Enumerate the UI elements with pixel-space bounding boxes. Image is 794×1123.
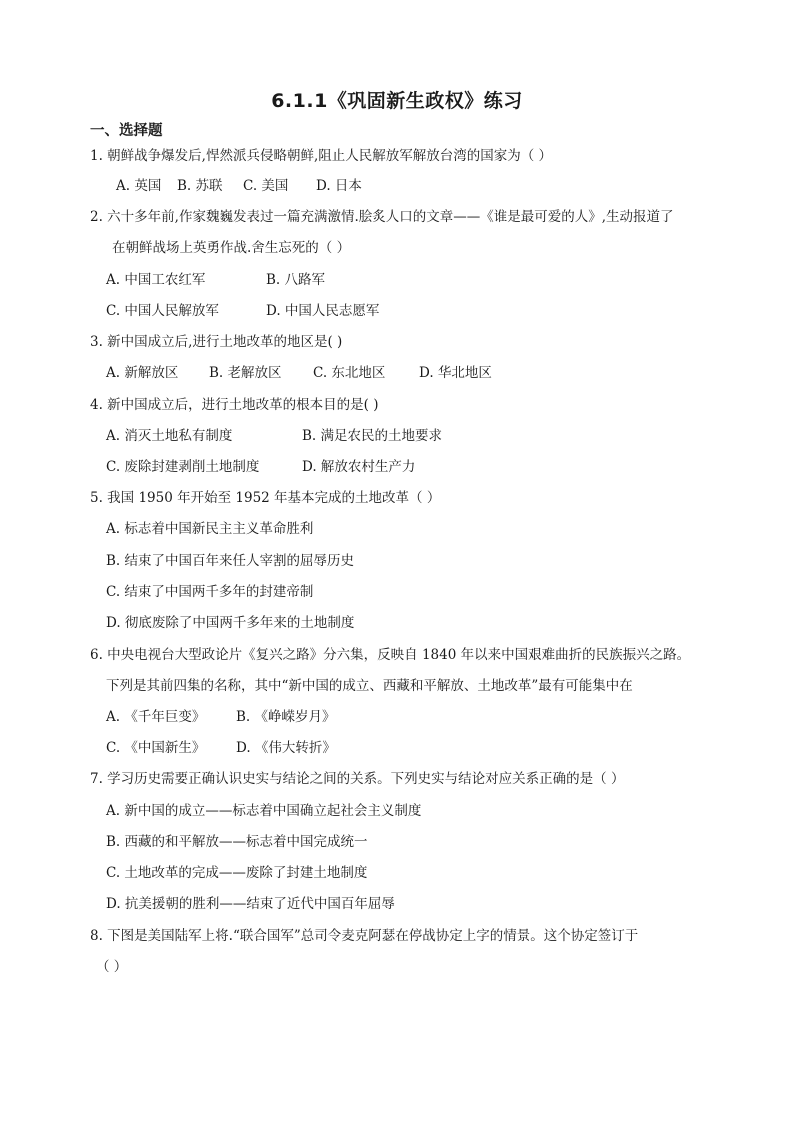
option-c: C. 中国人民解放军: [106, 303, 219, 319]
option-b: B. 苏联: [177, 178, 223, 194]
question-1-stem: 1. 朝鲜战争爆发后,悍然派兵侵略朝鲜,阻止人民解放军解放台湾的国家为（ ）: [90, 148, 553, 164]
option-a: A. 《千年巨变》: [106, 709, 206, 725]
question-5-option-c: C. 结束了中国两千多年的封建帝制: [106, 584, 314, 600]
option-a: A. 英国: [116, 178, 162, 194]
question-7-option-a: A. 新中国的成立——标志着中国确立起社会主义制度: [106, 803, 422, 819]
question-7-option-c: C. 土地改革的完成——废除了封建土地制度: [106, 865, 368, 881]
question-3-options: [106, 364, 492, 382]
option-b: B. 《峥嵘岁月》: [236, 709, 336, 725]
page-title: 6.1.1《巩固新生政权》练习: [271, 90, 523, 112]
option-c: C. 美国: [243, 178, 289, 194]
option-d: D. 解放农村生产力: [302, 459, 416, 475]
question-8-answer-blank: （ ）: [96, 959, 128, 975]
option-a: A. 中国工农红军: [106, 272, 206, 288]
question-5-option-d: D. 彻底废除了中国两千多年来的土地制度: [106, 615, 355, 631]
question-7-stem: 7. 学习历史需要正确认识史实与结论之间的关系。下列史实与结论对应关系正确的是（ ）: [90, 771, 625, 787]
option-d: D. 中国人民志愿军: [266, 303, 380, 319]
question-7-option-b: B. 西藏的和平解放——标志着中国完成统一: [106, 834, 368, 850]
question-4-options-row2: [106, 458, 415, 476]
option-d: D. 《伟大转折》: [236, 740, 336, 756]
option-a: A. 新解放区: [106, 365, 179, 381]
section-heading: 一、选择题: [90, 123, 163, 139]
question-5-option-b: B. 结束了中国百年来任人宰割的屈辱历史: [106, 553, 355, 569]
question-5-option-a: A. 标志着中国新民主主义革命胜利: [106, 521, 314, 537]
option-c: C. 东北地区: [313, 365, 386, 381]
question-2-stem-cont: 在朝鲜战场上英勇作战.舍生忘死的（ ）: [112, 240, 351, 256]
question-2-options-row1: [106, 271, 325, 289]
question-6-options-row1: [106, 708, 336, 726]
option-c: C. 废除封建剥削土地制度: [106, 459, 260, 475]
option-b: B. 老解放区: [209, 365, 282, 381]
question-5-stem: 5. 我国 1950 年开始至 1952 年基本完成的土地改革（ ）: [90, 490, 441, 506]
option-c: C. 《中国新生》: [106, 740, 206, 756]
question-6-options-row2: [106, 739, 336, 757]
option-b: B. 八路军: [266, 272, 326, 288]
question-6-stem-cont: 下列是其前四集的名称，其中“新中国的成立、西藏和平解放、土地改革”最有可能集中在: [106, 678, 633, 694]
option-d: D. 日本: [316, 178, 362, 194]
option-d: D. 华北地区: [419, 365, 492, 381]
question-1-options: [116, 177, 362, 195]
question-4-options-row1: [106, 427, 442, 445]
question-8-stem: 8. 下图是美国陆军上将.“联合国军”总司令麦克阿瑟在停战协定上字的情景。这个协定签订于: [90, 928, 639, 944]
question-3-stem: 3. 新中国成立后,进行土地改革的地区是( ): [90, 334, 343, 350]
question-2-stem: 2. 六十多年前,作家魏巍发表过一篇充满激情.脍炙人口的文章——《谁是最可爱的人》,生动报道了: [90, 209, 674, 225]
question-4-stem: 4. 新中国成立后，进行土地改革的根本目的是( ): [90, 397, 379, 413]
option-a: A. 消灭土地私有制度: [106, 428, 233, 444]
option-b: B. 满足农民的土地要求: [302, 428, 443, 444]
question-6-stem: 6. 中央电视台大型政论片《复兴之路》分六集，反映自 1840 年以来中国艰难曲折的民族振兴之路。: [90, 647, 691, 663]
question-2-options-row2: [106, 302, 379, 320]
question-7-option-d: D. 抗美援朝的胜利——结束了近代中国百年屈辱: [106, 896, 395, 912]
